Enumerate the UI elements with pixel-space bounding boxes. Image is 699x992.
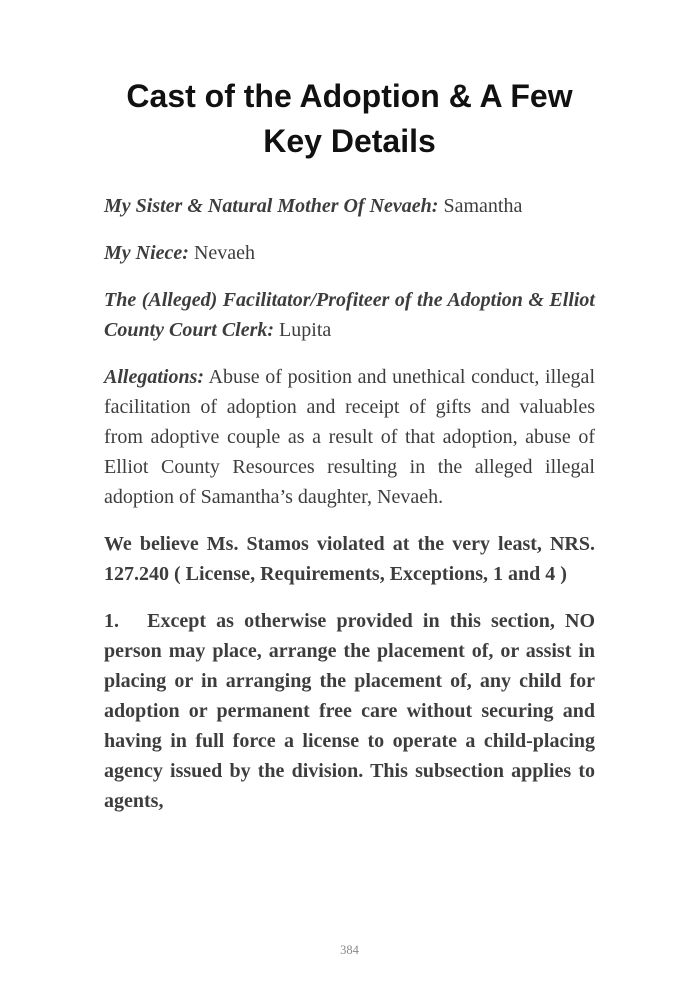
cast-entry-value: Nevaeh	[193, 241, 256, 264]
allegations-label: Allegations:	[104, 365, 205, 388]
cast-entry-label: My Niece:	[104, 241, 189, 264]
cast-entry-label: My Sister & Natural Mother Of Nevaeh:	[104, 194, 439, 217]
cast-entry-niece	[104, 238, 595, 268]
cast-entry-value: Samantha	[443, 194, 523, 217]
statute-clause-number: 1.	[104, 609, 119, 632]
allegations-text: Abuse of position and unethical conduct, illegal facilitation of adoption and receipt of gifts and valuables from adoptive couple as a result of that adoption, abuse of Elliot County Resources resulting in the alleged illegal adoption of Samantha’s daughter, Nevaeh.	[104, 365, 595, 508]
cast-entry-sister	[104, 191, 595, 221]
statute-intro-paragraph	[104, 529, 595, 589]
statute-clause-paragraph	[104, 606, 595, 816]
cast-entry-clerk	[104, 285, 595, 345]
cast-entry-label: The (Alleged) Facilitator/Profiteer of the Adoption & Elliot County Court Clerk:	[104, 288, 595, 341]
page-title: Cast of the Adoption & A Few Key Details	[126, 78, 573, 160]
allegations-paragraph	[104, 362, 595, 512]
statute-intro-text: We believe Ms. Stamos violated at the very least, NRS. 127.240 ( License, Requirements, Exceptions, 1 and 4 )	[104, 532, 595, 585]
page-number: 384	[340, 943, 359, 957]
cast-entry-value: Lupita	[279, 318, 332, 341]
statute-clause-text: Except as otherwise provided in this section, NO person may place, arrange the placement of, or assist in placing or in arranging the placement of, any child for adoption or permanent free care without securing and having in full force a license to operate a child-placing agency issued by the division. This subsection applies to agents,	[104, 609, 596, 812]
